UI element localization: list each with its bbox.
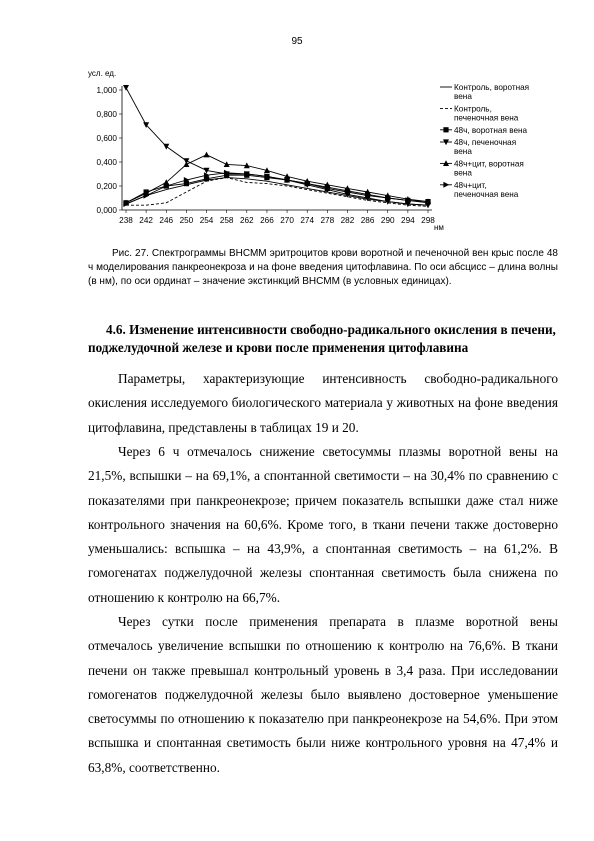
point-marker <box>204 152 210 158</box>
y-axis-label: усл. ед. <box>88 69 117 78</box>
legend-label: 48ч, печеночная вена <box>454 138 517 157</box>
point-marker <box>443 127 448 132</box>
section-heading: 4.6. Изменение интенсивности свободно-радикального окисления в печени, поджелудочной железе и крови после применения цитофлавина <box>88 322 556 355</box>
legend-item-2 <box>440 104 519 122</box>
x-tick-labels <box>119 210 435 225</box>
spectrogram-chart <box>86 60 530 238</box>
series-2 <box>126 178 428 207</box>
y-tick-label: 1,000 <box>96 86 117 95</box>
y-tick-label: 0,800 <box>96 110 117 119</box>
x-tick-label: 246 <box>159 216 174 225</box>
page-number: 95 <box>291 36 303 47</box>
chart-series <box>123 85 431 208</box>
legend-item-5 <box>440 159 524 177</box>
legend-item-3 <box>440 126 528 135</box>
x-tick-label: 294 <box>401 216 415 225</box>
body-paragraph-1: Параметры, характеризующие интенсивность свободно-радикального окисления исследуемого биологического материала у животных на фоне введения цитофлавина, представлены в таблицах 19 и 20. <box>88 371 558 435</box>
legend-label: 48ч+цит, воротная вена <box>454 159 524 178</box>
point-marker <box>123 85 129 91</box>
point-marker <box>443 182 449 188</box>
series-line <box>126 175 428 203</box>
y-tick-label: 0,200 <box>96 182 117 191</box>
x-tick-label: 274 <box>300 216 315 225</box>
x-tick-label: 262 <box>239 216 254 225</box>
y-tick-label: 0,000 <box>96 206 117 215</box>
x-tick-label: 298 <box>421 216 435 225</box>
chart-axes <box>88 69 444 232</box>
y-tick-label: 0,400 <box>96 158 117 167</box>
legend-label: 48ч+цит, печеночная вена <box>454 180 519 199</box>
x-tick-label: 278 <box>320 216 335 225</box>
x-axis-label: нм <box>434 223 444 232</box>
legend-item-6 <box>440 181 519 199</box>
y-tick-label: 0,600 <box>96 134 117 143</box>
x-tick-label: 266 <box>260 216 274 225</box>
figure-caption: Рис. 27. Спектрограммы ВНСММ эритроцитов крови воротной и печеночной вен крыс после 48 ч моделирования панкреонекроза и на фоне введения цитофлавина. По оси абсцисс – длина волны (в нм), по оси ординат – значение экстинкций ВНСММ (в условных единицах). <box>88 248 558 288</box>
x-tick-label: 290 <box>380 216 395 225</box>
legend-label: 48ч, воротная вена <box>454 125 528 135</box>
x-tick-label: 238 <box>119 216 133 225</box>
legend-item-1 <box>440 83 529 101</box>
y-tick-labels <box>97 86 123 215</box>
series-line <box>126 178 428 207</box>
x-tick-label: 258 <box>219 216 234 225</box>
legend-label: Контроль, воротная вена <box>454 83 530 102</box>
series-4 <box>123 85 431 208</box>
body-paragraph-2: Через 6 ч отмечалось снижение светосуммы плазмы воротной вены на 21,5%, вспышки – на 69,1%, а спонтанной светимости – на 30,4% по сравнению с показателями при панкреонекрозе; причем показатель вспышки даже стал ниже контрольного значения на 60,6%. Кроме того, в ткани печени также достоверно уменьшались: вспышка – на 43,9%, а спонтанная светимость – на 61,2%. В гомогенатах поджелудочной железы спонтанная светимость была снижена по отношению к контролю на 66,7%. <box>88 444 558 605</box>
point-marker <box>163 144 169 150</box>
legend-label: Контроль, печеночная вена <box>454 104 519 123</box>
x-tick-label: 282 <box>340 216 355 225</box>
legend-item-4 <box>440 138 516 156</box>
chart-legend <box>440 83 529 199</box>
x-tick-label: 286 <box>360 216 375 225</box>
x-tick-label: 242 <box>139 216 153 225</box>
x-tick-label: 250 <box>179 216 194 225</box>
x-tick-label: 254 <box>199 216 214 225</box>
series-line <box>126 88 428 206</box>
body-paragraph-3: Через сутки после применения препарата в плазме воротной вены отмечалось увеличение вспышки по отношению к контролю на 76,6%. В ткани печени он также превышал контрольный уровень в 3,4 раза. При исследовании гомогенатов поджелудочной железы было выявлено достоверное уменьшение светосуммы по отношению к показателю при панкреонекрозе на 54,6%. При этом вспышка и спонтанная светимость были ниже контрольного уровня на 47,4% и 63,8%, соответственно. <box>88 614 558 775</box>
x-tick-label: 270 <box>280 216 294 225</box>
